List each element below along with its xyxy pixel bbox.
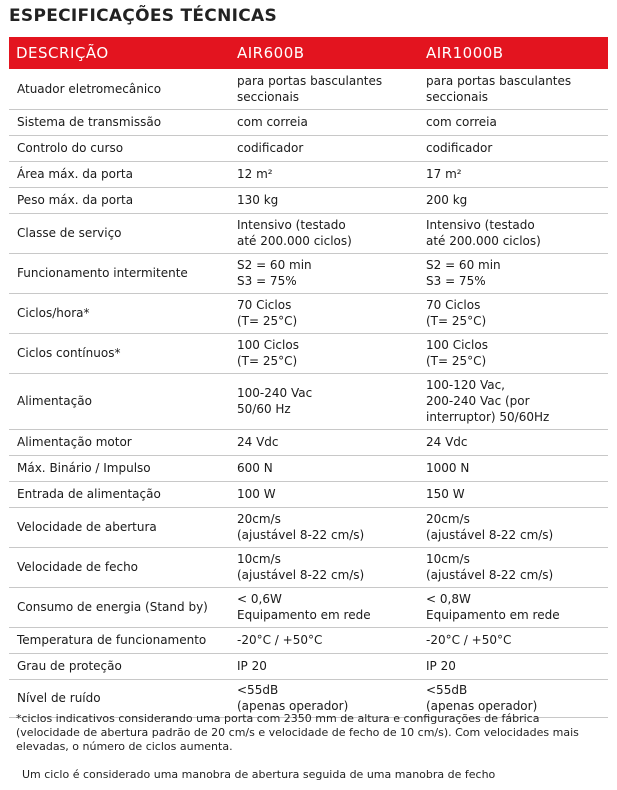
air600b-value: 130 kg (229, 187, 418, 213)
row-label: Controlo do curso (9, 135, 229, 161)
air1000b-value: para portas basculantes seccionais (418, 69, 608, 109)
air600b-value: <55dB (apenas operador) (229, 679, 418, 717)
air1000b-value: < 0,8W Equipamento em rede (418, 587, 608, 627)
table-header (9, 37, 608, 69)
table-row (9, 429, 608, 455)
row-label: Peso máx. da porta (9, 187, 229, 213)
air600b-value: 100 W (229, 481, 418, 507)
header-row (9, 37, 608, 69)
row-label: Velocidade de fecho (9, 547, 229, 587)
air1000b-value: 100-120 Vac, 200-240 Vac (por interruptor) 50/60Hz (418, 373, 608, 429)
air1000b-value: 24 Vdc (418, 429, 608, 455)
row-label: Alimentação (9, 373, 229, 429)
air1000b-value: com correia (418, 109, 608, 135)
air600b-value: S2 = 60 min S3 = 75% (229, 253, 418, 293)
row-label: Temperatura de funcionamento (9, 627, 229, 653)
row-label: Alimentação motor (9, 429, 229, 455)
page-title: ESPECIFICAÇÕES TÉCNICAS (9, 6, 278, 26)
air1000b-value: -20°C / +50°C (418, 627, 608, 653)
row-label: Entrada de alimentação (9, 481, 229, 507)
row-label: Ciclos/hora* (9, 293, 229, 333)
row-label: Funcionamento intermitente (9, 253, 229, 293)
spec-table (9, 37, 608, 718)
air1000b-value: 10cm/s (ajustável 8-22 cm/s) (418, 547, 608, 587)
air600b-value: IP 20 (229, 653, 418, 679)
row-label: Consumo de energia (Stand by) (9, 587, 229, 627)
air1000b-value: 150 W (418, 481, 608, 507)
air600b-value: 12 m² (229, 161, 418, 187)
air1000b-value: <55dB (apenas operador) (418, 679, 608, 717)
row-label: Ciclos contínuos* (9, 333, 229, 373)
air600b-value: para portas basculantes seccionais (229, 69, 418, 109)
table-row (9, 455, 608, 481)
table-row (9, 481, 608, 507)
air600b-value: -20°C / +50°C (229, 627, 418, 653)
air600b-value: 600 N (229, 455, 418, 481)
air600b-value: Intensivo (testado até 200.000 ciclos) (229, 213, 418, 253)
table-row (9, 373, 608, 429)
table-row (9, 135, 608, 161)
footnote: *ciclos indicativos considerando uma porta com 2350 mm de altura e configurações de fábrica (velocidade de abertura padrão de 20 cm/s e velocidade de fecho de 10 cm/s). Com velocidades mais elevadas, o número de ciclos aumenta. (16, 712, 579, 753)
air1000b-value: 17 m² (418, 161, 608, 187)
column-header-air1000b: AIR1000B (418, 37, 608, 69)
row-label: Atuador eletromecânico (9, 69, 229, 109)
row-label: Nível de ruído (9, 679, 229, 717)
table-row (9, 587, 608, 627)
air1000b-value: 20cm/s (ajustável 8-22 cm/s) (418, 507, 608, 547)
air1000b-value: 70 Ciclos (T= 25°C) (418, 293, 608, 333)
table-row (9, 161, 608, 187)
table-row (9, 653, 608, 679)
table-row (9, 109, 608, 135)
row-label: Grau de proteção (9, 653, 229, 679)
air600b-value: < 0,6W Equipamento em rede (229, 587, 418, 627)
table-row (9, 253, 608, 293)
row-label: Velocidade de abertura (9, 507, 229, 547)
row-label: Área máx. da porta (9, 161, 229, 187)
air600b-value: 20cm/s (ajustável 8-22 cm/s) (229, 507, 418, 547)
air600b-value: 10cm/s (ajustável 8-22 cm/s) (229, 547, 418, 587)
air600b-value: 100-240 Vac 50/60 Hz (229, 373, 418, 429)
air600b-value: com correia (229, 109, 418, 135)
column-header-description: DESCRIÇÃO (9, 37, 229, 69)
table-row (9, 187, 608, 213)
row-label: Sistema de transmissão (9, 109, 229, 135)
air1000b-value: codificador (418, 135, 608, 161)
table-row (9, 333, 608, 373)
air600b-value: codificador (229, 135, 418, 161)
table-row (9, 69, 608, 109)
air1000b-value: IP 20 (418, 653, 608, 679)
air600b-value: 100 Ciclos (T= 25°C) (229, 333, 418, 373)
row-label: Máx. Binário / Impulso (9, 455, 229, 481)
table-body (9, 69, 608, 717)
row-label: Classe de serviço (9, 213, 229, 253)
table-row (9, 293, 608, 333)
table-row (9, 213, 608, 253)
table-row (9, 507, 608, 547)
air1000b-value: Intensivo (testado até 200.000 ciclos) (418, 213, 608, 253)
table-row (9, 547, 608, 587)
air1000b-value: S2 = 60 min S3 = 75% (418, 253, 608, 293)
air1000b-value: 200 kg (418, 187, 608, 213)
cycle-definition-note: Um ciclo é considerado uma manobra de abertura seguida de uma manobra de fecho (22, 768, 496, 781)
table-row (9, 627, 608, 653)
air1000b-value: 100 Ciclos (T= 25°C) (418, 333, 608, 373)
air600b-value: 24 Vdc (229, 429, 418, 455)
air1000b-value: 1000 N (418, 455, 608, 481)
air600b-value: 70 Ciclos (T= 25°C) (229, 293, 418, 333)
column-header-air600b: AIR600B (229, 37, 418, 69)
